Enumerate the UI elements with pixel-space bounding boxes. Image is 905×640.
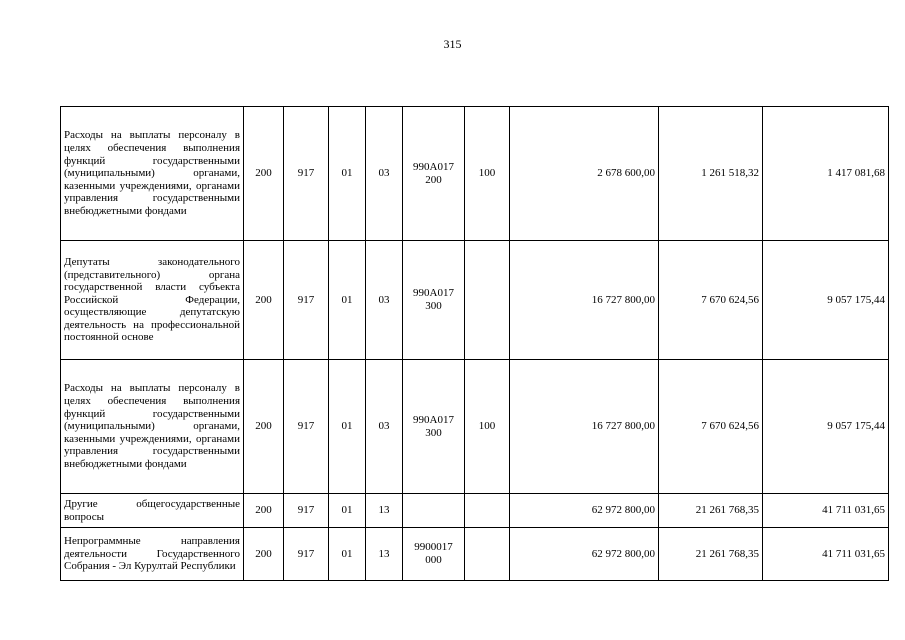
plan-amount-cell: 16 727 800,00	[510, 360, 659, 494]
executed-amount-cell: 7 670 624,56	[659, 360, 763, 494]
table-row	[61, 494, 889, 528]
code-cell: 03	[366, 107, 403, 241]
code-cell: 01	[329, 107, 366, 241]
budget-table	[60, 106, 889, 581]
executed-amount-cell: 7 670 624,56	[659, 241, 763, 360]
code-cell: 03	[366, 241, 403, 360]
code-cell: 13	[366, 494, 403, 528]
plan-amount-cell: 16 727 800,00	[510, 241, 659, 360]
plan-amount-cell: 62 972 800,00	[510, 528, 659, 581]
target-article-cell: 990А017 300	[403, 241, 465, 360]
expense-type-cell: 100	[465, 107, 510, 241]
executed-amount-cell: 1 261 518,32	[659, 107, 763, 241]
table-row	[61, 528, 889, 581]
code-cell: 200	[244, 528, 284, 581]
code-cell: 200	[244, 360, 284, 494]
remaining-amount-cell: 41 711 031,65	[763, 528, 889, 581]
row-name: Непрограммные направления деятельности Государственного Собрания - Эл Курултай Республики	[64, 535, 240, 573]
code-cell: 13	[366, 528, 403, 581]
executed-amount-cell: 21 261 768,35	[659, 528, 763, 581]
target-article-cell	[403, 494, 465, 528]
page-number: 315	[443, 37, 462, 51]
code-cell: 917	[284, 494, 329, 528]
target-article-cell: 990А017 200	[403, 107, 465, 241]
code-cell: 917	[284, 241, 329, 360]
target-article-cell: 9900017 000	[403, 528, 465, 581]
row-name-cell	[61, 528, 244, 581]
plan-amount-cell: 62 972 800,00	[510, 494, 659, 528]
row-name: Депутаты законодательного (представительного) органа государственной власти субъекта Российской Федерации, осуществляющие депутатскую деятельность на профессиональной постоянной основе	[61, 241, 244, 360]
code-cell: 01	[329, 528, 366, 581]
code-cell: 917	[284, 360, 329, 494]
remaining-amount-cell: 9 057 175,44	[763, 241, 889, 360]
row-name: Расходы на выплаты персоналу в целях обеспечения выполнения функций государственными (муниципальными) органами, казенными учреждениями, органами управления государственными внебюджетными фондами	[61, 107, 244, 241]
code-cell: 200	[244, 107, 284, 241]
code-cell: 200	[244, 494, 284, 528]
expense-type-cell	[465, 241, 510, 360]
code-cell: 917	[284, 528, 329, 581]
target-article-cell: 990А017 300	[403, 360, 465, 494]
row-name: Расходы на выплаты персоналу в целях обеспечения выполнения функций государственными (муниципальными) органами, казенными учреждениями, органами управления государственными внебюджетными фондами	[61, 360, 244, 494]
executed-amount-cell: 21 261 768,35	[659, 494, 763, 528]
code-cell: 03	[366, 360, 403, 494]
code-cell: 917	[284, 107, 329, 241]
table-row	[61, 360, 889, 494]
code-cell: 01	[329, 494, 366, 528]
expense-type-cell	[465, 528, 510, 581]
code-cell: 01	[329, 241, 366, 360]
expense-type-cell: 100	[465, 360, 510, 494]
remaining-amount-cell: 41 711 031,65	[763, 494, 889, 528]
row-name: Другие общегосударственные вопросы	[61, 494, 244, 528]
table-row	[61, 107, 889, 241]
code-cell: 200	[244, 241, 284, 360]
remaining-amount-cell: 1 417 081,68	[763, 107, 889, 241]
remaining-amount-cell: 9 057 175,44	[763, 360, 889, 494]
plan-amount-cell: 2 678 600,00	[510, 107, 659, 241]
table-row	[61, 241, 889, 360]
expense-type-cell	[465, 494, 510, 528]
code-cell: 01	[329, 360, 366, 494]
